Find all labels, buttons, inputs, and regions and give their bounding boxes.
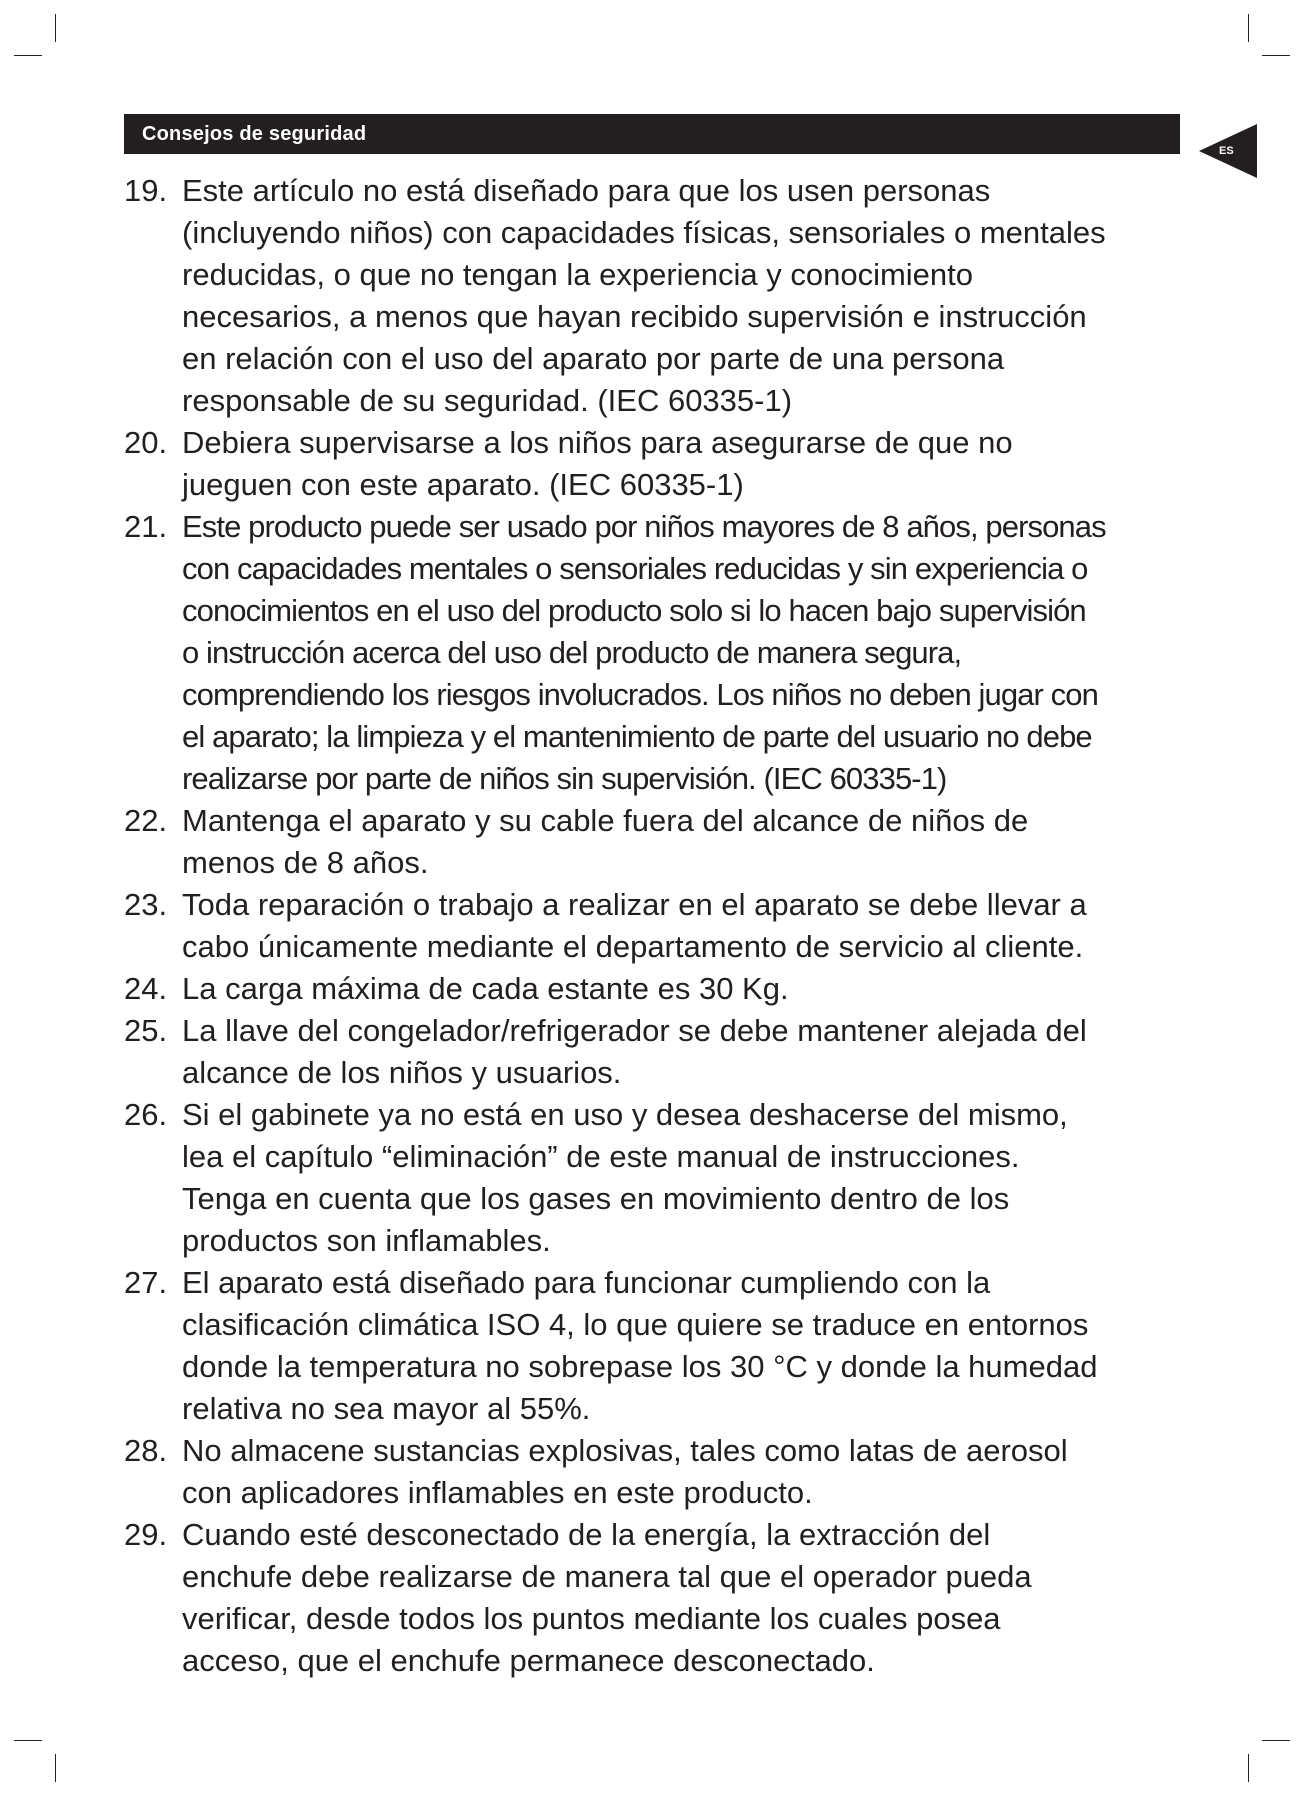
list-item-23 (124, 884, 1184, 968)
item-number: 23. (124, 887, 168, 922)
item-number: 20. (124, 425, 168, 460)
crop-mark-bottom-left-vertical (55, 1754, 56, 1782)
language-tab (1199, 124, 1257, 178)
item-number: 27. (124, 1265, 168, 1300)
list-item-27 (124, 1262, 1184, 1430)
list-item-22 (124, 800, 1184, 884)
item-text: La llave del congelador/refrigerador se debe mantener alejada del alcance de los niños y usuarios. (182, 1013, 1087, 1090)
item-text: Debiera supervisarse a los niños para asegurarse de que no jueguen con este aparato. (IEC 60335-1) (182, 425, 1013, 502)
language-tab-label: ES (1219, 145, 1234, 157)
item-text: Este producto puede ser usado por niños mayores de 8 años, personas con capacidades mentales o sensoriales reducidas y sin experiencia o conocimientos en el uso del producto solo si lo hacen bajo supervisión o instrucción acerca del uso del producto de manera segura, comprendiendo los riesgos involucrados. Los niños no deben jugar con el aparato; la limpieza y el mantenimiento de parte del usuario no debe realizarse por parte de niños sin supervisión. (IEC 60335-1) (182, 509, 1106, 796)
crop-mark-bottom-right-vertical (1248, 1754, 1249, 1782)
list-item-25 (124, 1010, 1184, 1094)
list-item-29 (124, 1514, 1184, 1682)
item-text: Toda reparación o trabajo a realizar en el aparato se debe llevar a cabo únicamente mediante el departamento de servicio al cliente. (182, 887, 1087, 964)
item-number: 28. (124, 1433, 168, 1468)
section-header-bar (124, 114, 1180, 154)
item-number: 25. (124, 1013, 168, 1048)
item-text: Mantenga el aparato y su cable fuera del alcance de niños de menos de 8 años. (182, 803, 1029, 880)
safety-instructions-list (124, 170, 1184, 1682)
crop-mark-bottom-left-horizontal (14, 1740, 42, 1741)
item-text: Si el gabinete ya no está en uso y desea deshacerse del mismo, lea el capítulo “eliminación” de este manual de instrucciones. Tenga en cuenta que los gases en movimiento dentro de los productos son inflamables. (182, 1097, 1068, 1258)
item-number: 22. (124, 803, 168, 838)
item-text: No almacene sustancias explosivas, tales como latas de aerosol con aplicadores inflamables en este producto. (182, 1433, 1068, 1510)
item-text: El aparato está diseñado para funcionar cumpliendo con la clasificación climática ISO 4, lo que quiere se traduce en entornos donde la temperatura no sobrepase los 30 °C y donde la humedad relativa no sea mayor al 55%. (182, 1265, 1098, 1426)
item-number: 24. (124, 971, 168, 1006)
item-text: Cuando esté desconectado de la energía, la extracción del enchufe debe realizarse de manera tal que el operador pueda verificar, desde todos los puntos mediante los cuales posea acceso, que el enchufe permanece desconectado. (182, 1517, 1032, 1678)
list-item-21 (124, 506, 1184, 800)
crop-mark-bottom-right-horizontal (1262, 1740, 1290, 1741)
list-item-19 (124, 170, 1184, 422)
item-number: 26. (124, 1097, 168, 1132)
crop-mark-top-right-vertical (1248, 14, 1249, 42)
item-number: 19. (124, 173, 168, 208)
crop-mark-top-right-horizontal (1262, 55, 1290, 56)
item-text: La carga máxima de cada estante es 30 Kg. (182, 971, 789, 1006)
crop-mark-top-left-vertical (55, 14, 56, 42)
list-item-26 (124, 1094, 1184, 1262)
section-title: Consejos de seguridad (142, 123, 367, 145)
list-item-24 (124, 968, 1184, 1010)
crop-mark-top-left-horizontal (14, 55, 42, 56)
item-number: 21. (124, 509, 168, 544)
item-number: 29. (124, 1517, 168, 1552)
list-item-28 (124, 1430, 1184, 1514)
item-text: Este artículo no está diseñado para que los usen personas (incluyendo niños) con capacidades físicas, sensoriales o mentales reducidas, o que no tengan la experiencia y conocimiento necesarios, a menos que hayan recibido supervisión e instrucción en relación con el uso del aparato por parte de una persona responsable de su seguridad. (IEC 60335-1) (182, 173, 1106, 418)
list-item-20 (124, 422, 1184, 506)
